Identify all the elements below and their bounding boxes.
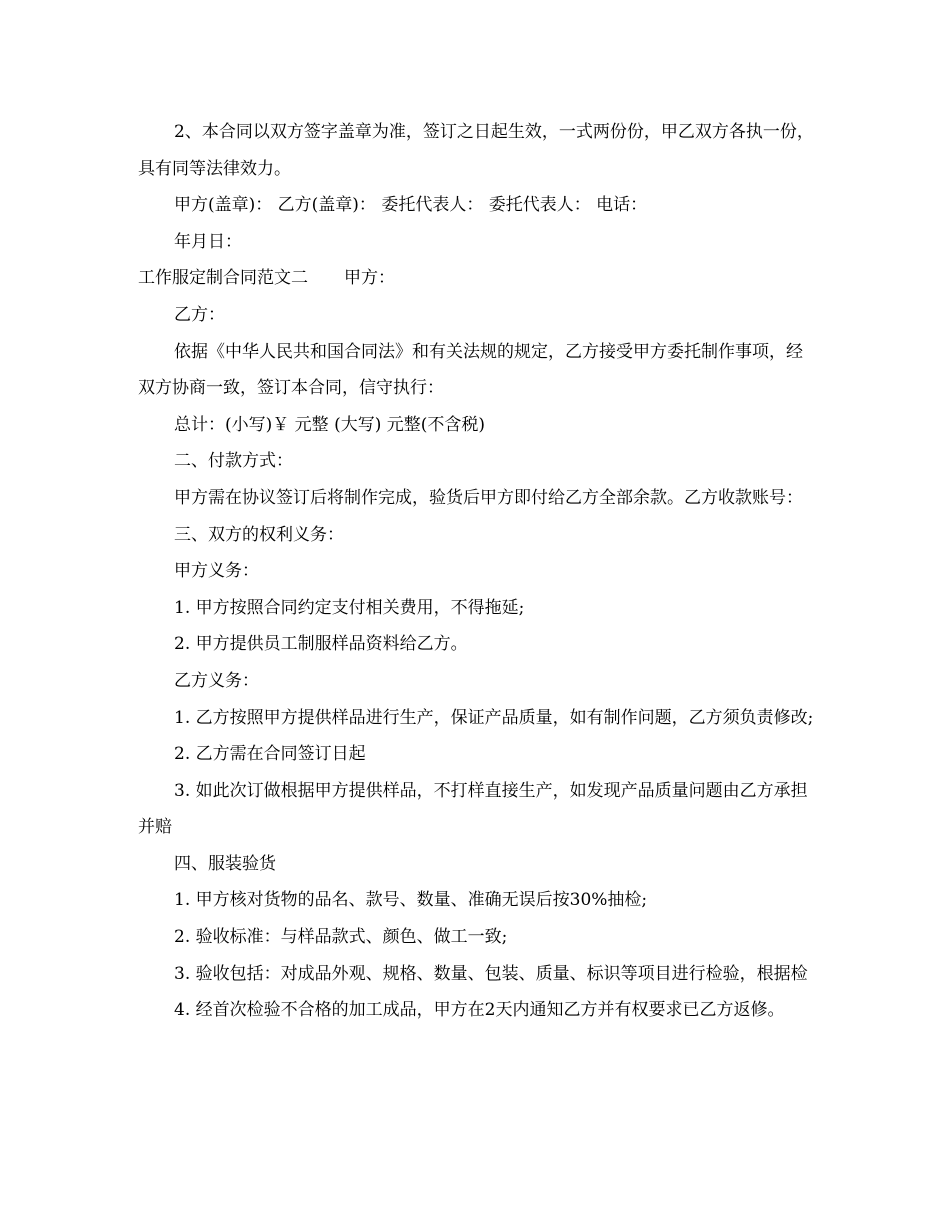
list-item: 3. 验收包括：对成品外观、规格、数量、包装、质量、标识等项目进行检验，根据检 [174, 963, 808, 984]
list-item: 1. 甲方按照合同约定支付相关费用，不得拖延; [174, 597, 525, 618]
heading-party-a-obligations: 甲方义务： [174, 561, 259, 582]
paragraph-total-amount: 总计：(小写)￥ 元整 (大写) 元整(不含税) [174, 414, 486, 435]
list-item: 3. 如此次订做根据甲方提供样品，不打样直接生产，如发现产品质量问题由乙方承担并赔 [138, 780, 808, 838]
party-b-label: 乙方： [174, 304, 225, 325]
heading-inspection: 四、服装验货 [174, 853, 276, 874]
heading-party-b-obligations: 乙方义务： [174, 670, 259, 691]
paragraph-effect-clause: 2、本合同以双方签字盖章为准，签订之日起生效，一式两份份，甲乙双方各执一份，具有同等法律效力。 [138, 122, 814, 179]
list-item: 2. 乙方需在合同签订日起 [174, 744, 366, 765]
document-title-line [138, 260, 814, 297]
document-body [138, 114, 814, 1029]
list-item: 2. 甲方提供员工制服样品资料给乙方。 [174, 634, 468, 655]
document-title: 工作服定制合同范文二 [138, 268, 308, 289]
heading-rights-obligations: 三、双方的权利义务： [174, 524, 344, 545]
heading-payment-method: 二、付款方式： [174, 451, 293, 472]
paragraph-signature-fields: 甲方(盖章)： 乙方(盖章)： 委托代表人： 委托代表人： 电话： [174, 195, 648, 216]
list-item: 1. 乙方按照甲方提供样品进行生产，保证产品质量，如有制作问题，乙方须负责修改; [174, 707, 814, 728]
paragraph-legal-basis: 依据《中华人民共和国合同法》和有关法规的规定，乙方接受甲方委托制作事项，经双方协商一致，签订本合同，信守执行： [138, 341, 803, 399]
party-a-label: 甲方： [344, 268, 395, 289]
paragraph-payment-terms: 甲方需在协议签订后将制作完成，验货后甲方即付给乙方全部余款。乙方收款账号： [174, 487, 803, 508]
paragraph-date-field: 年月日： [174, 231, 242, 252]
list-item: 1. 甲方核对货物的品名、款号、数量、准确无误后按30%抽检; [174, 890, 648, 911]
list-item: 4. 经首次检验不合格的加工成品，甲方在2天内通知乙方并有权要求已乙方返修。 [174, 1000, 785, 1021]
list-item: 2. 验收标准：与样品款式、颜色、做工一致; [174, 927, 508, 948]
